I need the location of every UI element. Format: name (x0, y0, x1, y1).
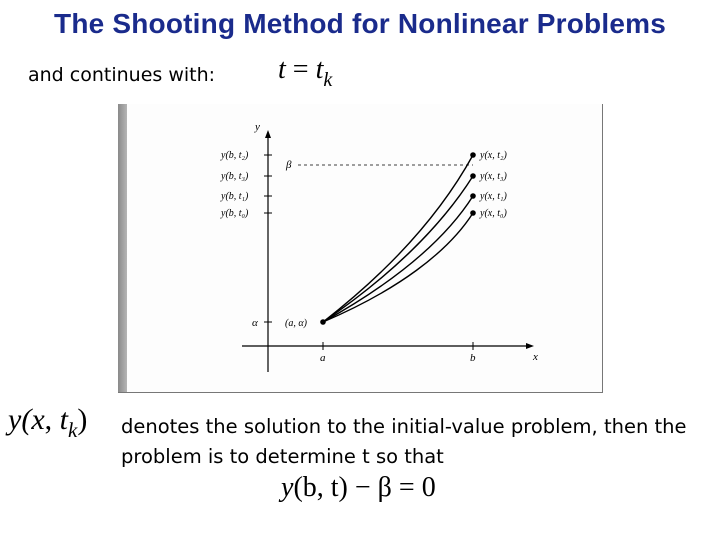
endpoint-t1 (470, 193, 476, 199)
x-axis-label: x (533, 351, 538, 363)
y-axis-arrow (265, 130, 271, 138)
point-start (320, 319, 326, 325)
beta-label: β (286, 159, 292, 171)
y-label-t3: y(b, t₃) (221, 171, 249, 182)
endpoint-t3 (470, 173, 476, 179)
eq-rhs-subscript: k (323, 69, 333, 91)
curve-t3 (323, 176, 473, 322)
alpha-label: α (252, 317, 258, 329)
y-label-t2: y(b, t₂) (221, 150, 249, 161)
slide-title: The Shooting Method for Nonlinear Problems (54, 8, 666, 39)
symbol-comma: , (44, 403, 60, 436)
curve-label-t3: y(x, t₃) (480, 171, 507, 182)
bottom-equation (281, 472, 436, 504)
x-label-b: b (470, 352, 476, 364)
symbol-subscript: k (67, 418, 78, 442)
bottom-eq-args: (b, t) − β = 0 (293, 472, 436, 503)
curve-label-t1: y(x, t₁) (480, 191, 507, 202)
y-label-t0: y(b, t₀) (221, 208, 249, 219)
start-point-label: (a, α) (285, 318, 307, 329)
endpoint-t0 (470, 210, 476, 216)
curve-label-t0: y(x, t₀) (480, 208, 507, 219)
symbol-y-open: y( (8, 403, 32, 436)
endpoint-t2 (470, 152, 476, 158)
description-text: denotes the solution to the initial-value problem, then the problem is to determine t so that (121, 415, 687, 468)
symbol-x: x (31, 403, 45, 436)
eq-rhs-base: t (315, 54, 324, 85)
intro-text: and continues with: (28, 64, 216, 86)
eq-operator: = (292, 54, 309, 85)
x-label-a: a (320, 352, 326, 364)
curve-label-t2: y(x, t₂) (480, 150, 507, 161)
symbol-t: t (59, 403, 68, 436)
y-label-t1: y(b, t₁) (221, 191, 249, 202)
bottom-eq-y: y (281, 472, 294, 503)
x-axis-arrow (526, 343, 534, 349)
symbol-close: ) (77, 403, 88, 436)
eq-lhs: t (278, 54, 286, 85)
y-axis-label: y (255, 121, 260, 133)
curve-t2 (323, 155, 473, 322)
solution-symbol (8, 403, 88, 442)
